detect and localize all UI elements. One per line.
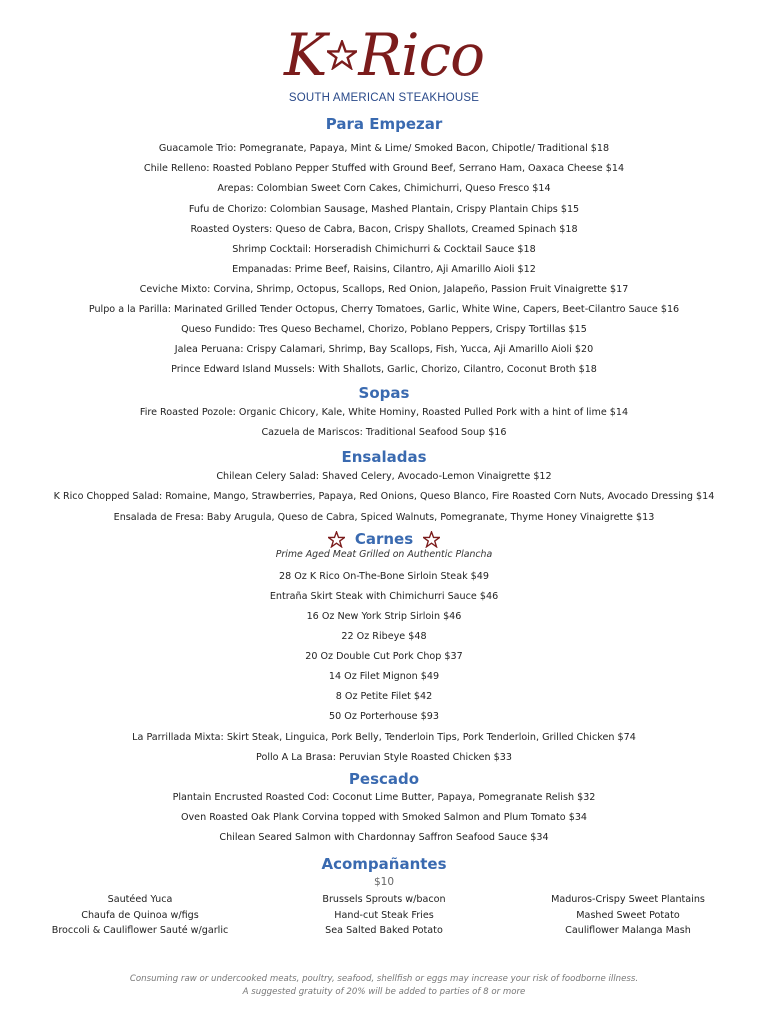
menu-item: 28 Oz K Rico On-The-Bone Sirloin Steak $49	[279, 571, 489, 582]
menu-item: Arepas: Colombian Sweet Corn Cakes, Chimichurri, Queso Fresco $14	[217, 183, 551, 194]
menu-item: Ensalada de Fresa: Baby Arugula, Queso de Cabra, Spiced Walnuts, Pomegranate, Thyme Honey Vinaigrette $13	[113, 512, 655, 523]
section-title-ensaladas: Ensaladas	[341, 448, 427, 466]
menu-item: Plantain Encrusted Roasted Cod: Coconut Lime Butter, Papaya, Pomegranate Relish $32	[172, 792, 596, 803]
star-icon	[328, 531, 345, 548]
logo-letter-k: K	[284, 21, 327, 89]
menu-item: 22 Oz Ribeye $48	[341, 631, 427, 642]
side-item: Cauliflower Malanga Mash	[565, 925, 691, 936]
side-item: Broccoli & Cauliflower Sauté w/garlic	[51, 925, 229, 936]
menu-item: Chile Relleno: Roasted Poblano Pepper Stuffed with Ground Beef, Serrano Ham, Oaxaca Cheese $14	[143, 163, 625, 174]
gratuity-notice: A suggested gratuity of 20% will be added to parties of 8 or more	[242, 987, 526, 997]
section-title-acompanantes: Acompañantes	[321, 855, 447, 873]
star-icon	[423, 531, 440, 548]
menu-item: Queso Fundido: Tres Queso Bechamel, Chorizo, Poblano Peppers, Crispy Tortillas $15	[181, 324, 587, 335]
sides-column	[258, 892, 510, 939]
carnes-heading	[0, 529, 768, 549]
side-item: Sautéed Yuca	[107, 894, 173, 905]
sides-price: $10	[373, 876, 395, 888]
menu-item: 16 Oz New York Strip Sirloin $46	[306, 611, 462, 622]
sides-column	[14, 892, 266, 939]
menu-item: Chilean Celery Salad: Shaved Celery, Avocado-Lemon Vinaigrette $12	[216, 471, 552, 482]
menu-item: Guacamole Trio: Pomegranate, Papaya, Mint & Lime/ Smoked Bacon, Chipotle/ Traditional $18	[158, 143, 610, 154]
restaurant-logo	[0, 22, 768, 88]
menu-item: Ceviche Mixto: Corvina, Shrimp, Octopus, Scallops, Red Onion, Jalapeño, Passion Fruit Vinaigrette $17	[139, 284, 629, 295]
food-safety-notice: Consuming raw or undercooked meats, poultry, seafood, shellfish or eggs may increase your risk of foodborne illness.	[129, 974, 639, 984]
side-item: Maduros-Crispy Sweet Plantains	[551, 894, 705, 905]
section-title-sopas: Sopas	[358, 384, 410, 402]
menu-item: Pulpo a la Parilla: Marinated Grilled Tender Octopus, Cherry Tomatoes, Garlic, White Wine, Capers, Beet-Cilantro Sauce $16	[88, 304, 680, 315]
side-item: Sea Salted Baked Potato	[325, 925, 443, 936]
side-item: Hand-cut Steak Fries	[334, 909, 434, 921]
menu-item: Roasted Oysters: Queso de Cabra, Bacon, Crispy Shallots, Creamed Spinach $18	[190, 224, 578, 235]
side-item: Mashed Sweet Potato	[576, 909, 680, 921]
menu-item: K Rico Chopped Salad: Romaine, Mango, Strawberries, Papaya, Red Onions, Queso Blanco, Fire Roasted Corn Nuts, Avocado Dressing $14	[53, 491, 715, 502]
menu-item: 50 Oz Porterhouse $93	[329, 711, 439, 722]
menu-item: 14 Oz Filet Mignon $49	[328, 671, 440, 682]
menu-item: Oven Roasted Oak Plank Corvina topped with Smoked Salmon and Plum Tomato $34	[180, 812, 588, 823]
carnes-note: Prime Aged Meat Grilled on Authentic Plancha	[275, 549, 493, 560]
menu-item: Entraña Skirt Steak with Chimichurri Sauce $46	[269, 591, 499, 602]
menu-item: Fufu de Chorizo: Colombian Sausage, Mashed Plantain, Crispy Plantain Chips $15	[188, 204, 580, 215]
menu-item: Cazuela de Mariscos: Traditional Seafood Soup $16	[261, 427, 507, 438]
section-title-para-empezar: Para Empezar	[325, 115, 443, 133]
menu-item: 20 Oz Double Cut Pork Chop $37	[305, 651, 463, 662]
menu-item: 8 Oz Petite Filet $42	[335, 691, 433, 702]
section-title-carnes: Carnes	[354, 530, 414, 548]
sides-column	[502, 892, 754, 939]
menu-item: Jalea Peruana: Crispy Calamari, Shrimp, Bay Scallops, Fish, Yucca, Aji Amarillo Aioli $20	[174, 344, 594, 355]
menu-item: Fire Roasted Pozole: Organic Chicory, Kale, White Hominy, Roasted Pulled Pork with a hint of lime $14	[139, 407, 629, 418]
logo-word-rico: Rico	[358, 21, 484, 89]
star-icon	[327, 40, 357, 70]
side-item: Brussels Sprouts w/bacon	[322, 894, 446, 905]
menu-item: Pollo A La Brasa: Peruvian Style Roasted Chicken $33	[256, 752, 512, 763]
menu-item: Shrimp Cocktail: Horseradish Chimichurri & Cocktail Sauce $18	[232, 244, 536, 255]
logo-subtitle: SOUTH AMERICAN STEAKHOUSE	[288, 92, 480, 104]
menu-item: La Parrillada Mixta: Skirt Steak, Linguica, Pork Belly, Tenderloin Tips, Pork Tenderloin, Grilled Chicken $74	[132, 732, 636, 743]
section-title-pescado: Pescado	[348, 770, 420, 788]
side-item: Chaufa de Quinoa w/figs	[81, 909, 199, 921]
menu-item: Empanadas: Prime Beef, Raisins, Cilantro, Aji Amarillo Aioli $12	[232, 264, 536, 275]
menu-item: Chilean Seared Salmon with Chardonnay Saffron Seafood Sauce $34	[219, 832, 549, 843]
menu-item: Prince Edward Island Mussels: With Shallots, Garlic, Chorizo, Cilantro, Coconut Broth $18	[171, 364, 597, 375]
